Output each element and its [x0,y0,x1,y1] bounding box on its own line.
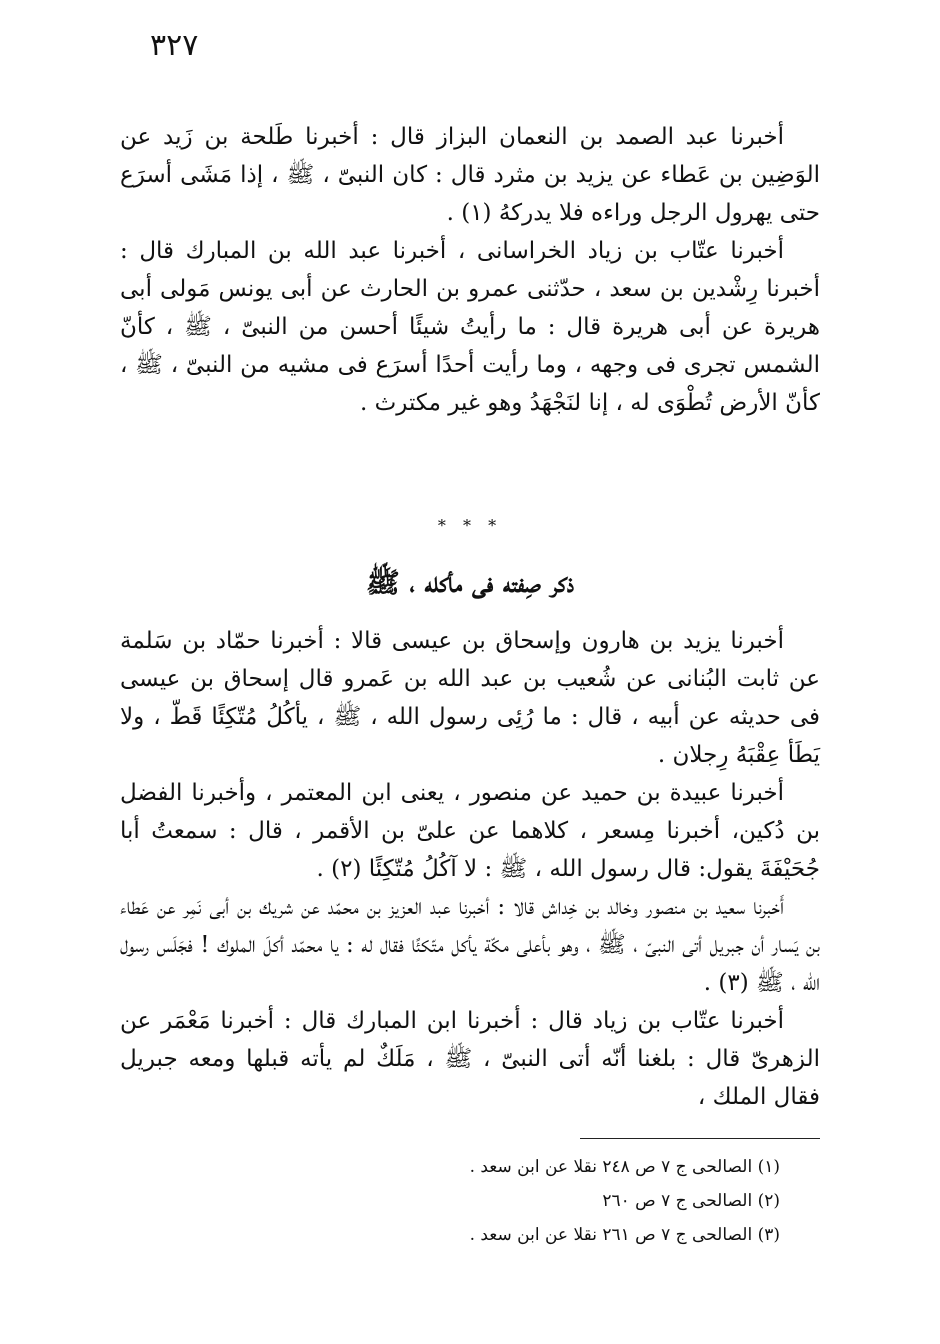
section-heading: ذكر صِفته فى مأكله ، ﷺ [365,566,575,599]
paragraph: أخبرنا عبد الصمد بن النعمان البزاز قال : أخبرنا طَلحة بن زَيد عن الوَضِين بن عَطاء عن يزيد بن مثرد قال : كان النبىّ ، ﷺ ، إذا مَشَى أسرَع حتى يهرول الرجل وراءه فلا يدركهُ (١) . [120,124,820,226]
section-separator: * * * [437,516,503,535]
paragraph: أخبرنا عبيدة بن حميد عن منصور ، يعنى ابن المعتمر ، وأخبرنا الفضل بن دُكين، أخبرنا مِسعر ، كلاهما عن علىّ بن الأقمر ، قال : سمعتُ أبا جُحَيْفَةَ يقول: قال رسول الله ، ﷺ : لا آكُلُ مُتّكِئًا (٢) . [120,780,821,882]
footnote-item: (١) الصالحى ج ٧ ص ٢٤٨ نقلا عن ابن سعد . [469,1157,780,1177]
footnote-item: (٢) الصالحى ج ٧ ص ٢٦٠ [602,1191,780,1211]
paragraph: أخبرنا يزيد بن هارون وإسحاق بن عيسى قالا : أخبرنا حمّاد بن سَلمة عن ثابت البُنانى عن شُعيب بن عبد الله بن عَمرو قال إسحاق بن عيسى فى حديثه عن أبيه ، قال : ما رُئِى رسول الله ، ﷺ ، يأكُلُ مُتّكِئًا قَطّ ، ولا يَطَأ عِقْبَهُ رِجلان . [120,628,820,768]
footnote-item: (٣) الصالحى ج ٧ ص ٢٦١ نقلا عن ابن سعد . [469,1225,780,1245]
footnotes [300,1150,780,1252]
paragraph: أَخبرنا سعيد بن منصور وخالد بن خِداش قالا : أخبرنا عبد العزيز بن محمّد عن شريك بن أبى نَمِر عن عَطاء بن يَسار أن جبريل أتى النبىّ ، ﷺ ، وهو بأعلى مكّة يأكل متّكئًا فقال له : يا محمّد أكلَ الملوك ! فجَلَس رسول الله ، ﷺ (٣) . [120,894,820,996]
page-number: ٣٢٧ [150,28,199,63]
paragraph: أخبرنا عتّاب بن زياد الخراسانى ، أخبرنا عبد الله بن المبارك قال : أخبرنا رِشْدين بن سعد ، حدّثنى عمرو بن الحارث عن أبى يونس مَولى أبى هريرة عن أبى هريرة قال : ما رأيتُ شيئًا أحسن من النبىّ ، ﷺ ، كأنّ الشمس تجرى فى وجهه ، وما رأيت أحدًا أسرَع فى مشيه من النبىّ ، ﷺ ، كأنّ الأرض تُطْوَى له ، إنا لنَجْهَدُ وهو غير مكترث . [120,238,821,416]
paragraph: أخبرنا عتّاب بن زياد قال : أخبرنا ابن المبارك قال : أخبرنا مَعْمَر عن الزهرىّ قال : بلغنا أنّه أتى النبىّ ، ﷺ ، مَلَكٌ لم يأته قبلها ومعه جبريل فقال الملك ، [120,1008,820,1110]
text-block-section [120,622,820,1116]
text-block-top [120,118,820,422]
footnote-divider [580,1138,820,1139]
